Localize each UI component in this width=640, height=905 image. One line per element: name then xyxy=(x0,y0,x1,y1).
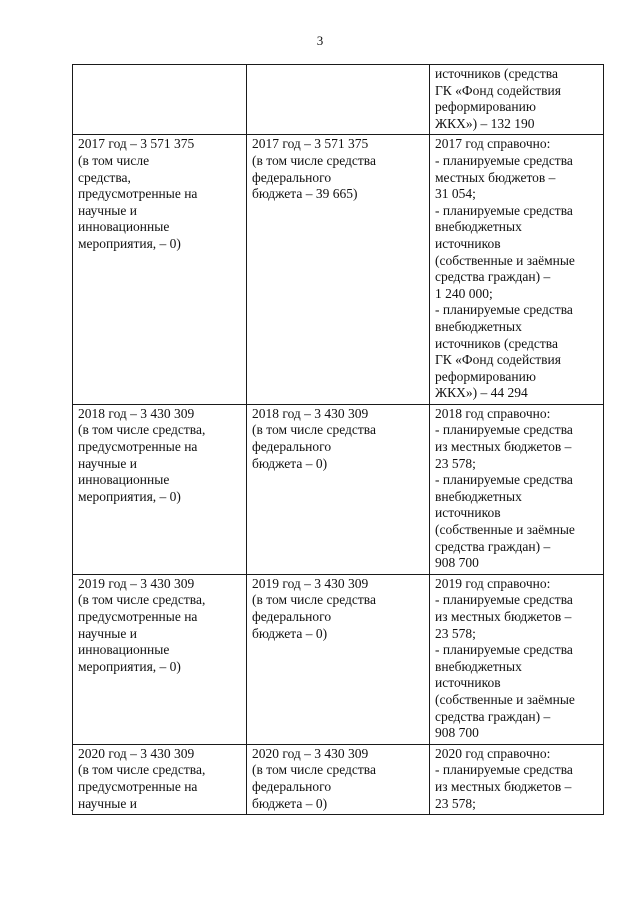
cell-text-line: средства, xyxy=(78,169,131,185)
reference-funding-cell xyxy=(430,65,604,135)
cell-text-line: (в том числе средства xyxy=(252,592,376,608)
total-funding-cell xyxy=(73,135,247,405)
cell-text-line: 23 578; xyxy=(435,625,476,641)
cell-text-line: федерального xyxy=(252,609,332,624)
cell-text-line: (в том числе средства xyxy=(252,422,376,438)
cell-text-line: средства граждан) – xyxy=(435,708,551,724)
cell-text-line: (в том числе средства xyxy=(252,762,376,778)
cell-text-line: источников xyxy=(435,235,501,251)
cell-text-line: источников xyxy=(435,505,501,521)
cell-text-line: местных бюджетов – xyxy=(435,169,556,185)
cell-text-line: реформированию xyxy=(435,99,536,115)
cell-text-line: реформированию xyxy=(435,368,536,384)
cell-text-line: ЖКХ») – 132 190 xyxy=(435,115,535,131)
federal-funding-cell xyxy=(247,744,430,814)
cell-text-line: (в том числе средства, xyxy=(78,762,206,778)
cell-text-line: ГК «Фонд содействия xyxy=(435,352,561,368)
federal-funding-cell xyxy=(247,574,430,744)
cell-text-line: инновационные xyxy=(78,219,170,235)
total-funding-cell xyxy=(73,404,247,574)
cell-text-line: научные и xyxy=(78,202,137,218)
cell-text-line: мероприятия, – 0) xyxy=(78,235,181,251)
cell-text-line: 31 054; xyxy=(435,186,476,202)
cell-text-line: источников (средства xyxy=(435,66,558,81)
cell-text-line: инновационные xyxy=(78,472,170,488)
cell-text-line: - планируемые средства xyxy=(435,422,573,438)
cell-text-line: научные и xyxy=(78,795,137,811)
cell-text-line: инновационные xyxy=(78,642,170,658)
page-number: 3 xyxy=(316,33,324,48)
cell-text-line: - планируемые средства xyxy=(435,762,573,778)
cell-text-line: 908 700 xyxy=(435,725,479,741)
reference-funding-cell xyxy=(430,744,604,814)
cell-text-line: средства граждан) – xyxy=(435,269,551,285)
cell-text-line: - планируемые средства xyxy=(435,202,573,218)
cell-text-line: бюджета – 39 665) xyxy=(252,186,358,202)
cell-text-line: (собственные и заёмные xyxy=(435,252,575,268)
cell-text-line: 2019 год – 3 430 309 xyxy=(78,575,195,591)
table-row xyxy=(73,744,604,814)
cell-text-line: бюджета – 0) xyxy=(252,795,328,811)
reference-funding-cell xyxy=(430,574,604,744)
federal-funding-cell xyxy=(247,65,430,135)
total-funding-cell xyxy=(73,574,247,744)
cell-text-line: ЖКХ») – 44 294 xyxy=(435,385,528,401)
cell-text-line: 2017 год справочно: xyxy=(435,136,551,152)
cell-text-line: (в том числе средства xyxy=(252,152,376,168)
cell-text-line: федерального xyxy=(252,439,332,455)
cell-text-line: - планируемые средства xyxy=(435,592,573,608)
cell-text-line: мероприятия, – 0) xyxy=(78,488,181,504)
cell-text-line: 2019 год справочно: xyxy=(435,575,551,591)
cell-text-line: - планируемые средства xyxy=(435,472,573,488)
total-funding-cell xyxy=(73,65,247,135)
cell-text-line: внебюджетных xyxy=(435,219,522,235)
cell-text-line: предусмотренные на xyxy=(78,609,198,624)
cell-text-line: федерального xyxy=(252,169,332,185)
cell-text-line: 2017 год – 3 571 375 xyxy=(78,136,195,152)
reference-funding-cell xyxy=(430,135,604,405)
federal-funding-cell xyxy=(247,135,430,405)
cell-text-line: 2020 год – 3 430 309 xyxy=(252,745,369,761)
table-row xyxy=(73,65,604,135)
cell-text-line: 2018 год справочно: xyxy=(435,405,551,421)
funding-table xyxy=(72,64,604,815)
cell-text-line: федерального xyxy=(252,778,332,794)
cell-text-line: внебюджетных xyxy=(435,318,522,334)
cell-text-line: 1 240 000; xyxy=(435,285,493,301)
cell-text-line: ГК «Фонд содействия xyxy=(435,82,561,98)
cell-text-line: (в том числе средства, xyxy=(78,592,206,608)
cell-text-line: из местных бюджетов – xyxy=(435,609,572,624)
cell-text-line: 2019 год – 3 430 309 xyxy=(252,575,369,591)
table-row xyxy=(73,404,604,574)
cell-text-line: средства граждан) – xyxy=(435,538,551,554)
cell-text-line: бюджета – 0) xyxy=(252,625,328,641)
cell-text-line: (в том числе средства, xyxy=(78,422,206,438)
cell-text-line: источников xyxy=(435,675,501,691)
cell-text-line: 2020 год – 3 430 309 xyxy=(78,745,195,761)
cell-text-line: предусмотренные на xyxy=(78,439,198,455)
cell-text-line: 23 578; xyxy=(435,455,476,471)
cell-text-line: предусмотренные на xyxy=(78,186,198,202)
cell-text-line: мероприятия, – 0) xyxy=(78,658,181,674)
cell-text-line: из местных бюджетов – xyxy=(435,439,572,455)
cell-text-line: источников (средства xyxy=(435,335,558,351)
cell-text-line: 2018 год – 3 430 309 xyxy=(78,405,195,421)
funding-table-body xyxy=(73,65,604,815)
federal-funding-cell xyxy=(247,404,430,574)
total-funding-cell xyxy=(73,744,247,814)
cell-text-line: внебюджетных xyxy=(435,488,522,504)
reference-funding-cell xyxy=(430,404,604,574)
cell-text-line: - планируемые средства xyxy=(435,152,573,168)
cell-text-line: - планируемые средства xyxy=(435,302,573,318)
table-row xyxy=(73,135,604,405)
cell-text-line: (собственные и заёмные xyxy=(435,522,575,538)
cell-text-line: 2017 год – 3 571 375 xyxy=(252,136,369,152)
cell-text-line: 2020 год справочно: xyxy=(435,745,551,761)
cell-text-line: - планируемые средства xyxy=(435,642,573,658)
cell-text-line: (в том числе xyxy=(78,152,150,168)
table-row xyxy=(73,574,604,744)
cell-text-line: внебюджетных xyxy=(435,658,522,674)
cell-text-line: 908 700 xyxy=(435,555,479,571)
cell-text-line: научные и xyxy=(78,455,137,471)
cell-text-line: из местных бюджетов – xyxy=(435,778,572,794)
cell-text-line: предусмотренные на xyxy=(78,778,198,794)
cell-text-line: 23 578; xyxy=(435,795,476,811)
cell-text-line: научные и xyxy=(78,625,137,641)
cell-text-line: (собственные и заёмные xyxy=(435,691,575,707)
cell-text-line: 2018 год – 3 430 309 xyxy=(252,405,369,421)
cell-text-line: бюджета – 0) xyxy=(252,455,328,471)
